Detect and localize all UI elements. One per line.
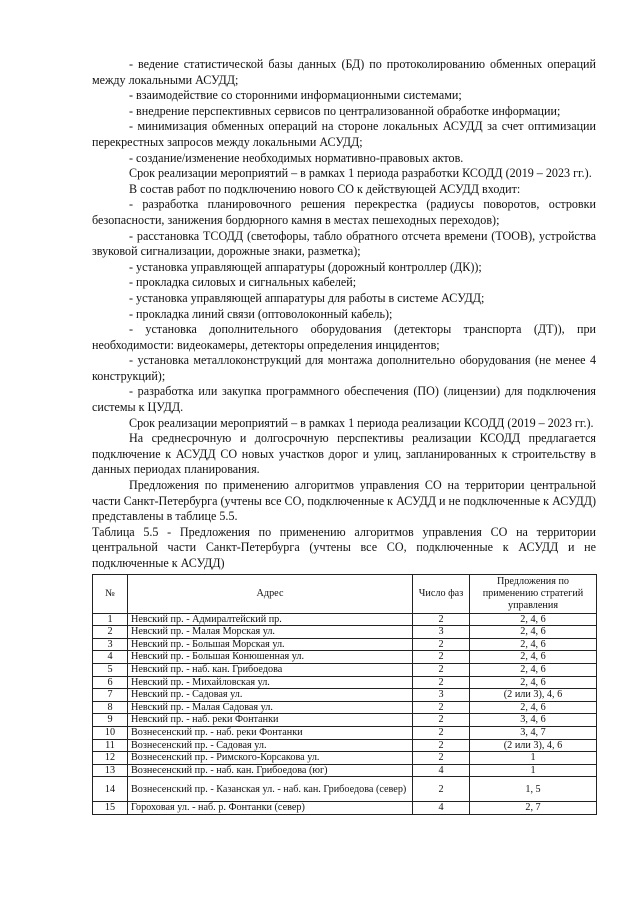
header-address: Адрес	[128, 574, 413, 613]
cell-address: Вознесенский пр. - наб. кан. Грибоедова (юг)	[128, 764, 413, 777]
cell-strategies: 2, 4, 6	[470, 676, 597, 689]
cell-phases: 4	[413, 764, 470, 777]
cell-address: Невский пр. - наб. реки Фонтанки	[128, 714, 413, 727]
document-page	[92, 57, 596, 815]
paragraph: - установка управляющей аппаратуры (дорожный контроллер (ДК));	[129, 259, 482, 274]
table-row	[93, 701, 597, 714]
table-row	[93, 663, 597, 676]
cell-phases: 4	[413, 802, 470, 815]
cell-address: Невский пр. - Малая Морская ул.	[128, 626, 413, 639]
paragraph: - создание/изменение необходимых нормативно-правовых актов.	[129, 150, 464, 165]
cell-phases: 2	[413, 638, 470, 651]
paragraph: - внедрение перспективных сервисов по централизованной обработке информации;	[129, 103, 561, 118]
header-number: №	[93, 574, 128, 613]
cell-phases: 2	[413, 714, 470, 727]
paragraph: - ведение статистической базы данных (БД) по протоколированию обменных операций между локальными АСУДД;	[92, 57, 596, 87]
paragraph: Срок реализации мероприятий – в рамках 1 периода реализации КСОДД (2019 – 2023 гг.).	[129, 415, 594, 430]
cell-strategies: 2, 4, 6	[470, 651, 597, 664]
cell-strategies: 2, 7	[470, 802, 597, 815]
cell-number: 4	[93, 651, 128, 664]
cell-number: 5	[93, 663, 128, 676]
cell-number: 12	[93, 752, 128, 765]
cell-address: Вознесенский пр. - наб. реки Фонтанки	[128, 726, 413, 739]
paragraph: На среднесрочную и долгосрочную перспективы реализации КСОДД предлагается подключение к АСУДД СО новых участков дорог и улиц, запланированных к строительству в данных периодах планирования.	[92, 431, 596, 477]
paragraph: - прокладка силовых и сигнальных кабелей;	[129, 275, 357, 290]
table-row	[93, 752, 597, 765]
cell-address: Невский пр. - Большая Конюшенная ул.	[128, 651, 413, 664]
cell-number: 1	[93, 613, 128, 626]
cell-phases: 2	[413, 676, 470, 689]
cell-number: 11	[93, 739, 128, 752]
table-row	[93, 689, 597, 702]
cell-phases: 2	[413, 701, 470, 714]
cell-phases: 2	[413, 739, 470, 752]
cell-phases: 3	[413, 689, 470, 702]
cell-address: Невский пр. - наб. кан. Грибоедова	[128, 663, 413, 676]
table-row	[93, 726, 597, 739]
cell-number: 9	[93, 714, 128, 727]
cell-strategies: 3, 4, 7	[470, 726, 597, 739]
cell-address: Гороховая ул. - наб. р. Фонтанки (север)	[128, 802, 413, 815]
table-caption: Таблица 5.5 - Предложения по применению алгоритмов управления СО на территории центральной части Санкт-Петербурга (учтены все СО, подключенные к АСУДД и не подключенные к АСУДД)	[92, 524, 596, 570]
cell-strategies: 2, 4, 6	[470, 638, 597, 651]
cell-number: 2	[93, 626, 128, 639]
cell-address: Вознесенский пр. - Римского-Корсакова ул.	[128, 752, 413, 765]
cell-strategies: 1	[470, 764, 597, 777]
cell-strategies: 3, 4, 6	[470, 714, 597, 727]
cell-phases: 2	[413, 613, 470, 626]
cell-address: Вознесенский пр. - Казанская ул. - наб. кан. Грибоедова (север)	[128, 777, 413, 802]
cell-strategies: (2 или 3), 4, 6	[470, 689, 597, 702]
table-row	[93, 764, 597, 777]
cell-strategies: 2, 4, 6	[470, 701, 597, 714]
cell-address: Невский пр. - Садовая ул.	[128, 689, 413, 702]
cell-phases: 2	[413, 651, 470, 664]
cell-strategies: 2, 4, 6	[470, 626, 597, 639]
table-row	[93, 802, 597, 815]
table-row	[93, 626, 597, 639]
paragraph: Предложения по применению алгоритмов управления СО на территории центральной части Санкт-Петербурга (учтены все СО, подключенные к АСУДД и не подключенные к АСУДД) представлены в таблице 5.5.	[92, 478, 596, 524]
paragraph: В состав работ по подключению нового СО к действующей АСУДД входит:	[129, 181, 521, 196]
cell-phases: 2	[413, 726, 470, 739]
paragraph: - разработка или закупка программного обеспечения (ПО) (лицензии) для подключения системы к ЦУДД.	[92, 384, 596, 415]
cell-address: Невский пр. - Михайловская ул.	[128, 676, 413, 689]
cell-strategies: (2 или 3), 4, 6	[470, 739, 597, 752]
cell-number: 8	[93, 701, 128, 714]
cell-address: Невский пр. - Большая Морская ул.	[128, 638, 413, 651]
strategies-table	[92, 574, 597, 815]
paragraph: - расстановка ТСОДД (светофоры, табло обратного отсчета времени (ТООВ), устройства звуковой сигнализации, дорожные знаки, разметка);	[92, 228, 596, 259]
table-row	[93, 739, 597, 752]
header-phases: Число фаз	[413, 574, 470, 613]
table-row	[93, 638, 597, 651]
body-text	[92, 57, 596, 525]
paragraph: Срок реализации мероприятий – в рамках 1 периода разработки КСОДД (2019 – 2023 гг.).	[129, 166, 592, 181]
cell-number: 7	[93, 689, 128, 702]
cell-address: Невский пр. - Адмиралтейский пр.	[128, 613, 413, 626]
cell-number: 13	[93, 764, 128, 777]
table-row	[93, 613, 597, 626]
paragraph: - установка дополнительного оборудования (детекторы транспорта (ДТ)), при необходимости: видеокамеры, детекторы определения инцидентов;	[92, 322, 596, 352]
cell-strategies: 1	[470, 752, 597, 765]
cell-number: 3	[93, 638, 128, 651]
table-row	[93, 651, 597, 664]
paragraph: - установка управляющей аппаратуры для работы в системе АСУДД;	[129, 290, 485, 305]
cell-strategies: 2, 4, 6	[470, 613, 597, 626]
cell-number: 6	[93, 676, 128, 689]
table-row	[93, 714, 597, 727]
cell-phases: 3	[413, 626, 470, 639]
paragraph: - прокладка линий связи (оптоволоконный кабель);	[129, 306, 393, 321]
cell-address: Невский пр. - Малая Садовая ул.	[128, 701, 413, 714]
cell-phases: 2	[413, 777, 470, 802]
cell-phases: 2	[413, 663, 470, 676]
table-header-row	[93, 574, 597, 613]
table-row	[93, 777, 597, 802]
cell-phases: 2	[413, 752, 470, 765]
paragraph: - взаимодействие со сторонними информационными системами;	[129, 88, 462, 103]
cell-strategies: 2, 4, 6	[470, 663, 597, 676]
paragraph: - разработка планировочного решения перекрестка (радиусы поворотов, островки безопасности, занижения бордюрного камня в местах пешеходных переходов);	[92, 197, 596, 227]
cell-address: Вознесенский пр. - Садовая ул.	[128, 739, 413, 752]
cell-number: 15	[93, 802, 128, 815]
cell-number: 10	[93, 726, 128, 739]
cell-strategies: 1, 5	[470, 777, 597, 802]
table-row	[93, 676, 597, 689]
cell-number: 14	[93, 777, 128, 802]
paragraph: - установка металлоконструкций для монтажа дополнительно оборудования (не менее 4 конструкций);	[92, 353, 596, 383]
paragraph: - минимизация обменных операций на стороне локальных АСУДД за счет оптимизации перекрестных запросов между локальными АСУДД;	[92, 119, 596, 149]
header-strategies: Предложения по применению стратегий управления	[470, 574, 597, 613]
